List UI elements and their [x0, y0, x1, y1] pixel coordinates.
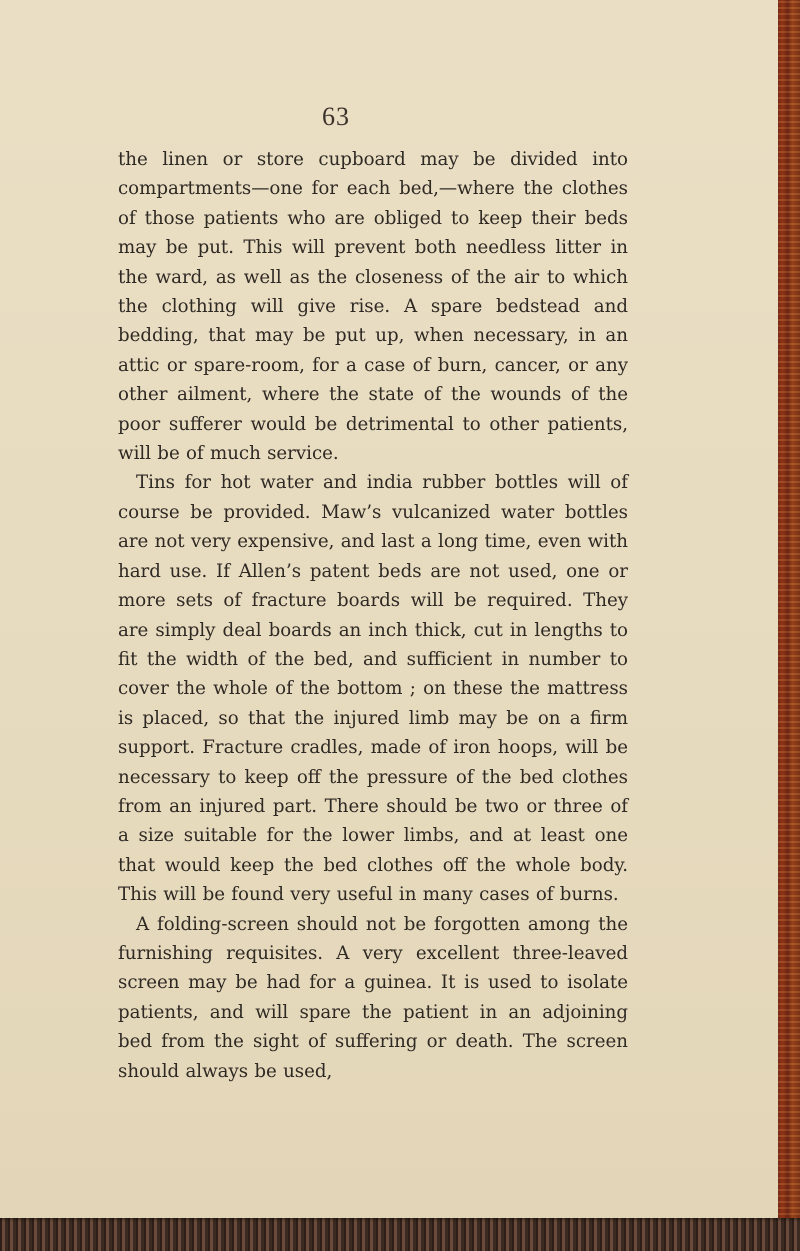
- book-spine-edge: [778, 0, 800, 1251]
- page-bottom-edge: [0, 1218, 800, 1251]
- paragraph-1: the linen or store cupboard may be divided into compartments—one for each bed,—where the clothes of those patients who are obliged to keep their beds may be put. This will prevent both needless litter in the ward, as well as the closeness of the air to which the clothing will give rise. A spare bedstead and bedding, that may be put up, when necessary, in an attic or spare-room, for a case of burn, cancer, or any other ailment, where the state of the wounds of the poor sufferer would be detrimental to other patients, will be of much service.: [118, 149, 628, 465]
- page-number: 63: [322, 102, 350, 131]
- body-text: [118, 145, 628, 1086]
- paragraph-2: Tins for hot water and india rubber bottles will of course be provided. Maw’s vulcanized water bottles are not very expensive, and last a long time, even with hard use. If Allen’s patent beds are not used, one or more sets of fracture boards will be required. They are simply deal boards an inch thick, cut in lengths to fit the width of the bed, and sufficient in number to cover the whole of the bottom ; on these the mattress is placed, so that the injured limb may be on a firm support. Fracture cradles, made of iron hoops, will be necessary to keep off the pressure of the bed clothes from an injured part. There should be two or three of a size suitable for the lower limbs, and at least one that would keep the bed clothes off the whole body. This will be found very useful in many cases of burns.: [118, 472, 628, 906]
- paragraph-3: A folding-screen should not be forgotten among the furnishing requisites. A very excellent three-leaved screen may be had for a guinea. It is used to isolate patients, and will spare the patient in an adjoining bed from the sight of suffering or death. The screen should always be used,: [118, 913, 628, 1082]
